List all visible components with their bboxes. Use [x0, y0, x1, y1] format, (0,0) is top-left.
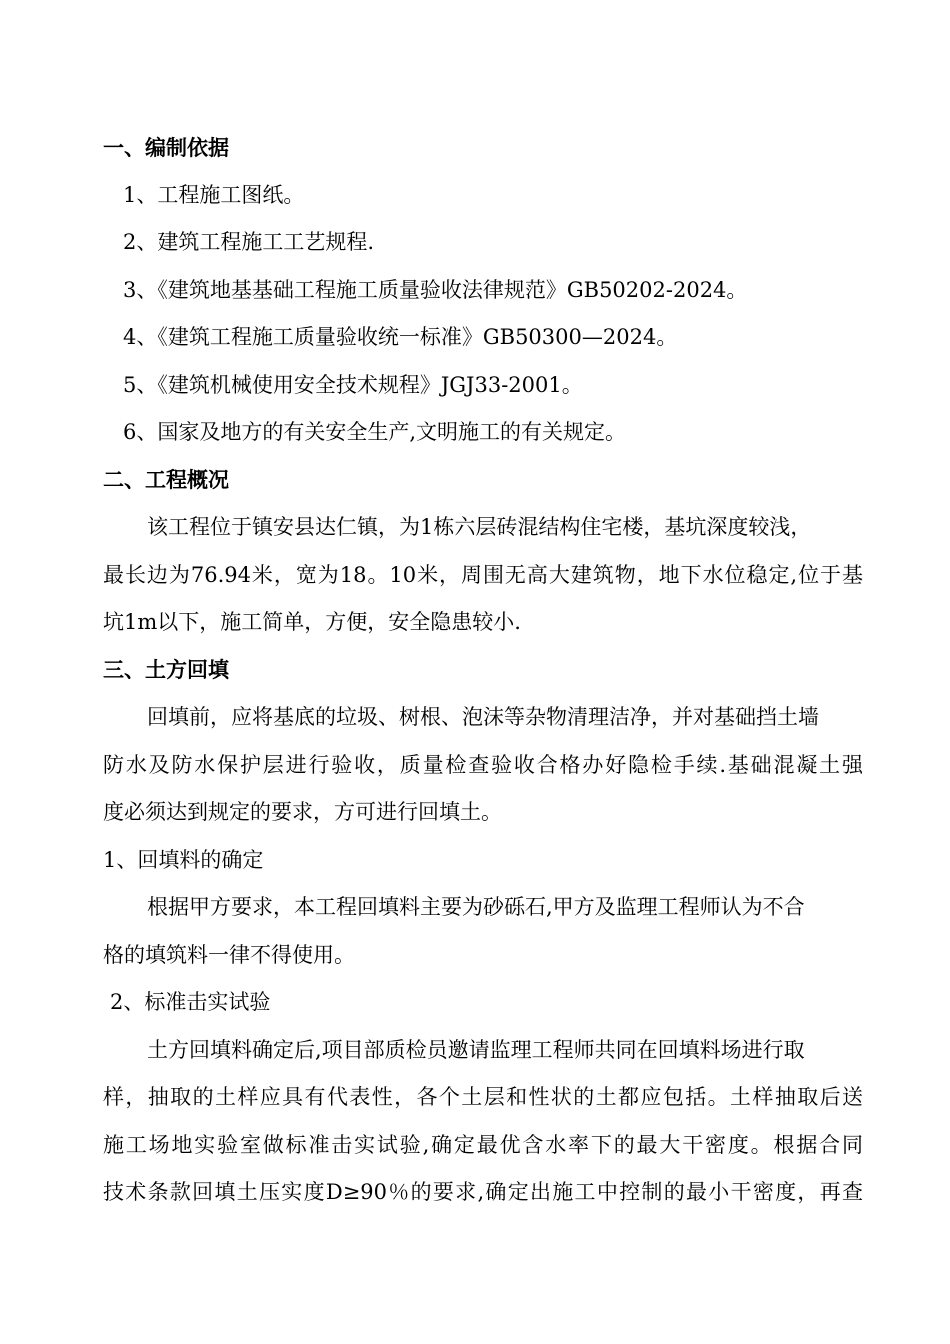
section-heading-basis: 一、编制依据 [103, 136, 229, 160]
backfill-intro-line-1: 回填前，应将基底的垃圾、树根、泡沫等杂物清理洁净，并对基础挡土墙 [147, 705, 819, 729]
compaction-line-1: 土方回填料确定后,项目部质检员邀请监理工程师共同在回填料场进行取 [147, 1038, 805, 1062]
overview-line-3: 坑1m以下，施工简单，方便，安全隐患较小. [103, 610, 521, 634]
basis-item-5: 5、《建筑机械使用安全技术规程》JGJ33-2001。 [123, 373, 583, 397]
basis-item-2: 2、建筑工程施工工艺规程. [123, 230, 375, 254]
section-heading-overview: 二、工程概况 [103, 468, 229, 492]
section-heading-backfill: 三、土方回填 [103, 658, 229, 682]
overview-line-1: 该工程位于镇安县达仁镇，为1栋六层砖混结构住宅楼，基坑深度较浅， [147, 515, 812, 539]
compaction-line-2: 样，抽取的土样应具有代表性，各个土层和性状的土都应包括。土样抽取后送 [103, 1085, 863, 1109]
backfill-intro-line-2: 防水及防水保护层进行验收，质量检查验收合格办好隐检手续.基础混凝土强 [103, 753, 863, 777]
backfill-intro-line-3: 度必须达到规定的要求，方可进行回填土。 [103, 800, 502, 824]
basis-item-6: 6、国家及地方的有关安全生产,文明施工的有关规定。 [123, 420, 627, 444]
basis-item-1: 1、工程施工图纸。 [123, 183, 305, 207]
material-line-2: 格的填筑料一律不得使用。 [103, 943, 355, 967]
basis-item-3: 3、《建筑地基基础工程施工质量验收法律规范》GB50202-2024。 [123, 278, 748, 302]
basis-item-4: 4、《建筑工程施工质量验收统一标准》GB50300—2024。 [123, 325, 678, 349]
compaction-line-4: 技术条款回填土压实度D≥90％的要求,确定出施工中控制的最小干密度，再查 [103, 1180, 863, 1204]
overview-line-2: 最长边为76.94米，宽为18。10米，周围无高大建筑物，地下水位稳定,位于基 [103, 563, 863, 587]
subsection-title-material: 1、回填料的确定 [103, 848, 264, 872]
subsection-title-compaction-test: 2、标准击实试验 [110, 990, 271, 1014]
compaction-line-3: 施工场地实验室做标准击实试验,确定最优含水率下的最大干密度。根据合同 [103, 1133, 863, 1157]
material-line-1: 根据甲方要求，本工程回填料主要为砂砾石,甲方及监理工程师认为不合 [147, 895, 805, 919]
